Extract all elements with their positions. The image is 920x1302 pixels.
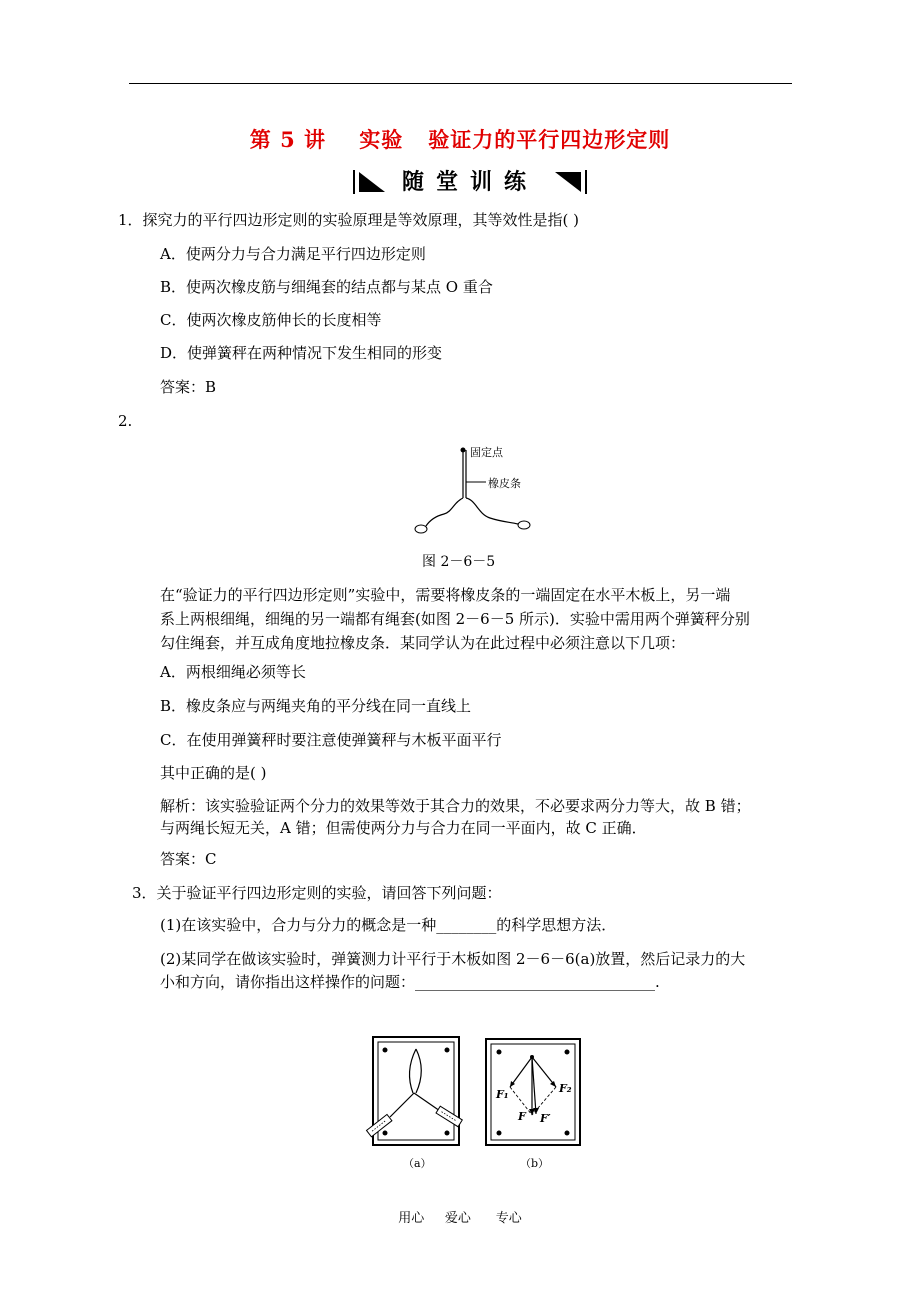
q1-option-a: A．使两分力与合力满足平行四边形定则	[160, 245, 426, 263]
page-title: 第 5 讲 实验 验证力的平行四边形定则	[249, 127, 671, 152]
label-f2: F₂	[559, 1082, 572, 1095]
pin-bottom-left	[497, 1131, 502, 1136]
board-inner	[378, 1042, 454, 1140]
q2-stem-line-2: 系上两根细绳，细绳的另一端都有绳套(如图 2－6－5 所示)．实验中需用两个弹簧秤分别	[160, 610, 750, 628]
q2-option-a: A．两根细绳必须等长	[160, 663, 306, 681]
figure-b-label: （b）	[520, 1157, 550, 1170]
right-string	[466, 498, 518, 524]
q2-answer: 答案：C	[160, 850, 217, 868]
page-footer: 用心 爱心 专心	[398, 1211, 522, 1226]
label-f: F	[518, 1110, 526, 1123]
label-rubber-band: 橡皮条	[488, 477, 521, 490]
string-left	[390, 1093, 414, 1117]
pin-top-right	[565, 1050, 570, 1055]
label-fixed-point: 固定点	[470, 446, 503, 459]
q3-stem: 3．关于验证平行四边形定则的实验，请回答下列问题：	[132, 884, 502, 902]
pin-bottom-right	[445, 1131, 450, 1136]
q2-stem-line-3: 勾住绳套，并互成角度地拉橡皮条．某同学认为在此过程中必须注意以下几项：	[160, 634, 686, 652]
q1-option-c: C．使两次橡皮筋伸长的长度相等	[160, 311, 382, 329]
figure-a-label: （a）	[403, 1157, 432, 1170]
banner-left-bar	[353, 170, 355, 194]
q1-answer: 答案：B	[160, 378, 217, 396]
q1-option-b: B．使两次橡皮筋与细绳套的结点都与某点 O 重合	[160, 278, 493, 296]
q3-part-2-line-1: (2)某同学在做该实验时，弹簧测力计平行于木板如图 2－6－6(a)放置，然后记录力的大	[160, 950, 746, 968]
rubber-right	[416, 1049, 421, 1093]
right-loop	[518, 521, 530, 529]
label-f-prime: F′	[540, 1112, 551, 1125]
q2-question: 其中正确的是( )	[160, 764, 267, 782]
vector-f1	[510, 1057, 532, 1087]
q2-stem-line-1: 在“验证力的平行四边形定则”实验中，需要将橡皮条的一端固定在水平木板上，另一端	[160, 586, 731, 604]
q1-stem: 1．探究力的平行四边形定则的实验原理是等效原理，其等效性是指( )	[118, 211, 580, 229]
q3-part-2-line-2: 小和方向，请你指出这样操作的问题：________________________________.	[160, 973, 660, 991]
pin-bottom-left	[383, 1131, 388, 1136]
label-f1: F₁	[496, 1088, 509, 1101]
left-loop	[415, 525, 427, 533]
banner-left-wedge	[359, 172, 385, 192]
spring-scale-left	[367, 1114, 392, 1136]
q1-option-d: D．使弹簧秤在两种情况下发生相同的形变	[160, 344, 443, 362]
q2-option-b: B．橡皮条应与两绳夹角的平分线在同一直线上	[160, 697, 472, 715]
q2-option-c: C．在使用弹簧秤时要注意使弹簧秤与木板平面平行	[160, 731, 502, 749]
pin-top-right	[445, 1048, 450, 1053]
figure-caption-2-6-5: 图 2－6－5	[422, 554, 496, 570]
banner-label: 随堂训练	[401, 169, 538, 195]
q2-analysis-line-1: 解析：该实验验证两个分力的效果等效于其合力的效果，不必要求两分力等大，故 B 错；	[160, 797, 751, 815]
arrowhead-f2	[550, 1081, 556, 1087]
q2-number: 2.	[118, 412, 133, 430]
string-right	[414, 1093, 440, 1111]
pin-top-left	[383, 1048, 388, 1053]
rubber-left	[410, 1049, 416, 1093]
board-outer	[373, 1037, 459, 1145]
banner-right-wedge	[555, 172, 581, 192]
q3-part-1: (1)在该实验中，合力与分力的概念是一种________的科学思想方法．	[160, 916, 617, 934]
pin-top-left	[497, 1050, 502, 1055]
q2-analysis-line-2: 与两绳长短无关，A 错；但需使两分力与合力在同一平面内，故 C 正确．	[160, 819, 647, 837]
figure-a-board	[358, 1035, 473, 1150]
header-rule	[129, 83, 792, 84]
left-string	[426, 498, 463, 526]
banner-right-bar	[585, 170, 587, 194]
pin-bottom-right	[565, 1131, 570, 1136]
